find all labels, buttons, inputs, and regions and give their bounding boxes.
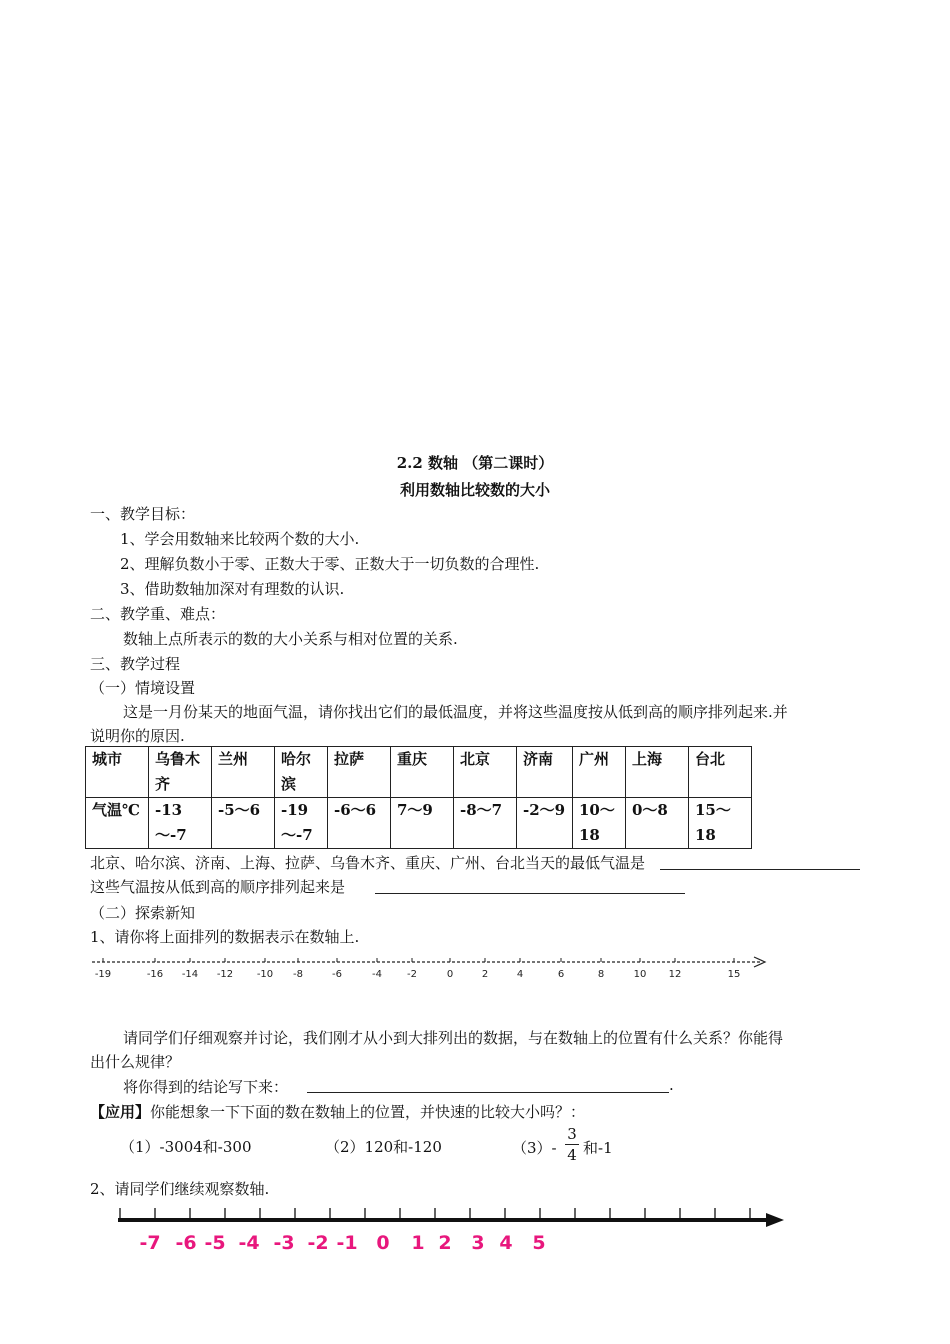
table-cell: -2～9	[517, 798, 573, 849]
apply-text: 你能想象一下下面的数在数轴上的位置，并快速的比较大小吗？：	[150, 1103, 586, 1121]
goal-item: 1、学会用数轴来比较两个数的大小.	[120, 530, 360, 548]
axis-tick-label: -6	[332, 969, 342, 980]
axis-tick-label: 0	[376, 1232, 390, 1254]
axis-tick-label: 2	[481, 969, 489, 980]
apply-item-1: （1）-3004和-300	[120, 1138, 252, 1156]
table-cell: 拉萨	[328, 747, 391, 798]
table-cell: 广州	[573, 747, 626, 798]
number-line-1	[0, 950, 950, 984]
axis-tick-label: -2	[307, 1232, 329, 1254]
apply-item-2: （2）120和-120	[325, 1138, 442, 1156]
axis-tick-label: 1	[411, 1232, 425, 1254]
axis-tick-label: 15	[727, 969, 741, 980]
apply-item-3-suffix: 和-1	[583, 1139, 613, 1157]
intro-paragraph: 这是一月份某天的地面气温，请你找出它们的最低温度，并将这些温度按从低到高的顺序排列起来.并	[123, 703, 788, 721]
table-row	[86, 747, 752, 798]
table-cell: -13～-7	[149, 798, 212, 849]
table-cell: 15～18	[689, 798, 752, 849]
table-cell: 乌鲁木齐	[149, 747, 212, 798]
axis-tick-label: -10	[256, 969, 274, 980]
goal-item: 3、借助数轴加深对有理数的认识.	[120, 580, 345, 598]
axis-tick-label: -12	[216, 969, 234, 980]
fraction-three-quarters	[565, 1125, 579, 1164]
fraction-numerator: 3	[567, 1125, 577, 1143]
table-cell: 北京	[454, 747, 517, 798]
apply-paragraph	[90, 1101, 585, 1122]
table-cell: 7～9	[391, 798, 454, 849]
table-cell: 兰州	[212, 747, 275, 798]
table-cell: 哈尔滨	[275, 747, 328, 798]
part2-heading: （二）探索新知	[90, 904, 196, 922]
axis-tick-label: 3	[471, 1232, 485, 1254]
table-cell: -19～-7	[275, 798, 328, 849]
axis-tick-label: -4	[372, 969, 382, 980]
fraction-denominator: 4	[567, 1146, 577, 1164]
discussion-paragraph-cont: 出什么规律？	[90, 1053, 181, 1071]
axis-tick-label: -5	[204, 1232, 226, 1254]
axis-tick-label: -4	[238, 1232, 260, 1254]
table-cell: 上海	[626, 747, 689, 798]
lowest-temp-question: 北京、哈尔滨、济南、上海、拉萨、乌鲁木齐、重庆、广州、台北当天的最低气温是	[90, 854, 646, 872]
task1-text: 1、请你将上面排列的数据表示在数轴上.	[90, 928, 360, 946]
axis-tick-label: 0	[446, 969, 454, 980]
axis-tick-label: -3	[273, 1232, 295, 1254]
conclusion-period: .	[669, 1076, 674, 1094]
axis-tick-label: -19	[94, 969, 112, 980]
table-cell: 10～18	[573, 798, 626, 849]
axis-tick-label: -7	[139, 1232, 161, 1254]
apply-item-3-prefix: （3）-	[512, 1139, 557, 1157]
table-cell: -8～7	[454, 798, 517, 849]
axis-tick-label: -1	[336, 1232, 358, 1254]
table-row	[86, 798, 752, 849]
axis-tick-label: 5	[532, 1232, 546, 1254]
table-cell: -5～6	[212, 798, 275, 849]
conclusion-prompt: 将你得到的结论写下来：	[123, 1078, 289, 1096]
axis-tick-label: 2	[438, 1232, 452, 1254]
axis-tick-label: 12	[668, 969, 682, 980]
table-cell: -6～6	[328, 798, 391, 849]
axis-tick-label: 8	[597, 969, 605, 980]
axis-tick-label: 6	[557, 969, 565, 980]
table-cell: 气温℃	[86, 798, 149, 849]
fraction-bar	[565, 1144, 579, 1145]
axis-tick-label: -16	[146, 969, 164, 980]
focus-heading: 二、教学重、难点：	[90, 605, 226, 623]
discussion-paragraph: 请同学们仔细观察并讨论，我们刚才从小到大排列出的数据，与在数轴上的位置有什么关系？你能得	[123, 1029, 784, 1047]
table-cell: 城市	[86, 747, 149, 798]
page-subtitle: 利用数轴比较数的大小	[399, 481, 550, 499]
axis-arrow	[766, 1213, 784, 1227]
table-cell: 济南	[517, 747, 573, 798]
axis-tick-label: 4	[516, 969, 524, 980]
axis-tick-label: -8	[293, 969, 303, 980]
answer-blank-lowest[interactable]	[660, 869, 860, 870]
table-cell: 重庆	[391, 747, 454, 798]
part1-heading: （一）情境设置	[90, 679, 196, 697]
intro-paragraph-cont: 说明你的原因.	[90, 727, 185, 745]
answer-blank-order[interactable]	[375, 893, 685, 894]
table-cell: 0～8	[626, 798, 689, 849]
table-cell: 台北	[689, 747, 752, 798]
number-line-2	[0, 1200, 950, 1264]
goal-item: 2、理解负数小于零、正数大于零、正数大于一切负数的合理性.	[120, 555, 540, 573]
process-heading: 三、教学过程	[90, 655, 181, 673]
axis-tick-label: -6	[175, 1232, 197, 1254]
answer-blank-conclusion[interactable]	[307, 1092, 669, 1093]
apply-label: 【应用】	[90, 1103, 151, 1121]
order-question: 这些气温按从低到高的顺序排列起来是	[90, 878, 346, 896]
axis-tick-label: -2	[407, 969, 417, 980]
focus-text: 数轴上点所表示的数的大小关系与相对位置的关系.	[123, 630, 458, 648]
goals-heading: 一、教学目标：	[90, 505, 196, 523]
task2-text: 2、请同学们继续观察数轴.	[90, 1180, 270, 1198]
axis-tick-label: 10	[633, 969, 647, 980]
page-title: 2.2 数轴 （第二课时）	[396, 454, 554, 472]
axis-tick-label: 4	[499, 1232, 513, 1254]
temperature-table	[85, 746, 752, 849]
axis-tick-label: -14	[181, 969, 199, 980]
